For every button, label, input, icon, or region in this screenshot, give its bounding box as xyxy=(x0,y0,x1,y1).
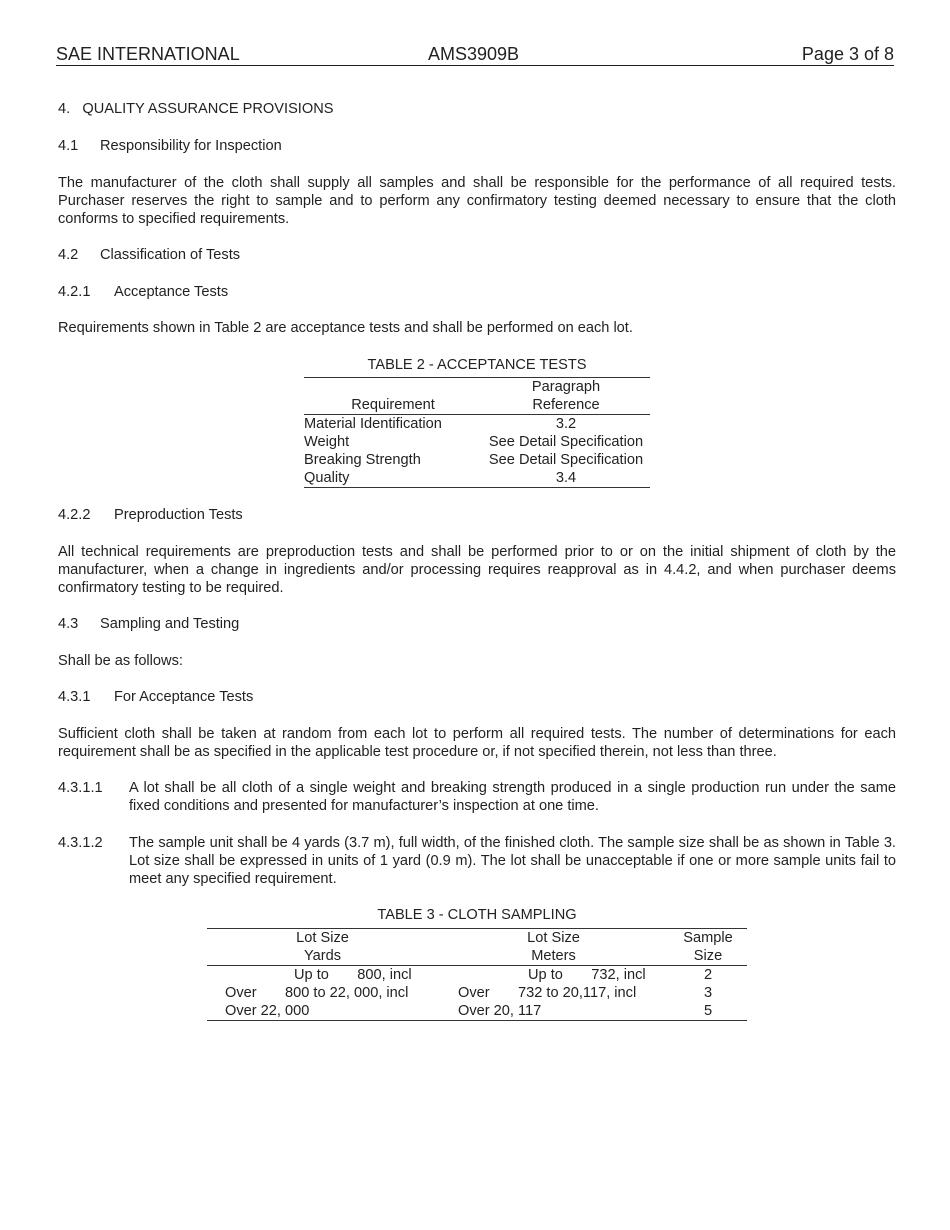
table-header-paragraph: Paragraph xyxy=(531,379,601,395)
section-4-1-heading xyxy=(58,137,896,155)
section-title: Classification of Tests xyxy=(100,247,241,263)
reference-cell: See Detail Specification xyxy=(488,452,644,468)
table-row xyxy=(304,469,650,488)
table-header-lot-size-yards: Lot Size xyxy=(296,930,349,946)
section-4-3-paragraph: Shall be as follows: xyxy=(58,653,183,669)
table-2-title: TABLE 2 - ACCEPTANCE TESTS xyxy=(367,357,587,373)
meters-cell: Over 732 to 20,117, incl xyxy=(458,985,637,1001)
table-header-sample: Sample xyxy=(683,930,733,946)
page-header xyxy=(56,44,894,66)
section-number: 4.3.1.2 xyxy=(58,835,103,851)
section-4-3-1-heading xyxy=(58,688,896,706)
section-number: 4.3 xyxy=(58,616,79,632)
table-row xyxy=(207,984,747,1002)
section-4-2-2-heading xyxy=(58,506,896,524)
section-4-1-paragraph: The manufacturer of the cloth shall supply all samples and shall be responsible for the performance of all required tests. Purchaser reserves the right to sample and to perform any confirmatory testing deemed necessary to ensure that the cloth conforms to specified requirements. xyxy=(58,175,896,227)
table-header-reference: Reference xyxy=(482,396,650,415)
section-number: 4.3.1 xyxy=(58,689,91,705)
requirement-cell: Quality xyxy=(304,470,350,486)
section-title: For Acceptance Tests xyxy=(114,689,254,705)
section-title: Preproduction Tests xyxy=(114,507,243,523)
yards-cell: Over 800 to 22, 000, incl xyxy=(225,985,409,1001)
sample-size-cell: 5 xyxy=(703,1003,713,1019)
table-row xyxy=(304,451,650,469)
requirement-cell: Weight xyxy=(304,434,350,450)
section-title: Acceptance Tests xyxy=(114,284,229,300)
table-row xyxy=(304,415,650,434)
section-title: Sampling and Testing xyxy=(100,616,240,632)
section-number: 4. xyxy=(58,101,71,117)
yards-cell: Over 22, 000 xyxy=(225,1003,310,1019)
section-4-2-1-heading xyxy=(58,283,896,301)
header-doc-id: AMS3909B xyxy=(428,44,520,64)
requirement-cell: Material Identification xyxy=(304,416,442,432)
section-4-2-1-paragraph: Requirements shown in Table 2 are acceptance tests and shall be performed on each lot. xyxy=(58,320,633,336)
section-number: 4.2.1 xyxy=(58,284,91,300)
reference-cell: 3.4 xyxy=(555,470,577,486)
table-row xyxy=(304,433,650,451)
requirement-cell: Breaking Strength xyxy=(304,452,421,468)
table-header-meters: Meters xyxy=(438,947,669,966)
reference-cell: 3.2 xyxy=(555,416,577,432)
table-header-lot-size-meters: Lot Size xyxy=(527,930,580,946)
table-header-size: Size xyxy=(669,947,747,966)
reference-cell: See Detail Specification xyxy=(488,434,644,450)
section-4-2-2-paragraph: All technical requirements are preproduction tests and shall be performed prior to or on the initial shipment of cloth by the manufacturer, when a change in ingredients and/or processing requires reapproval as in 4.4.2, and when purchaser deems confirmatory testing to be required. xyxy=(58,544,896,596)
meters-cell: Over 20, 117 xyxy=(458,1003,542,1019)
yards-cell: Up to 800, incl xyxy=(294,967,412,983)
section-4-3-1-2-paragraph: The sample unit shall be 4 yards (3.7 m), full width, of the finished cloth. The sample size shall be as shown in Table 3. Lot size shall be expressed in units of 1 yard (0.9 m). The lot shall be unacceptable if one or more sample units fail to meet any specified requirement. xyxy=(129,835,896,887)
sample-size-cell: 2 xyxy=(703,967,713,983)
section-4-heading xyxy=(58,100,896,118)
header-page-number: Page 3 of 8 xyxy=(801,44,894,64)
section-number: 4.1 xyxy=(58,138,79,154)
table-row xyxy=(207,966,747,985)
cloth-sampling-table xyxy=(207,928,747,1021)
header-org: SAE INTERNATIONAL xyxy=(56,44,240,64)
table-row xyxy=(207,1002,747,1021)
section-4-3-1-1-paragraph: A lot shall be all cloth of a single weight and breaking strength produced in a single production run under the same fixed conditions and presented for manufacturer’s inspection at one time. xyxy=(129,780,896,814)
table-3-title: TABLE 3 - CLOTH SAMPLING xyxy=(377,907,577,923)
meters-cell: Up to 732, incl xyxy=(528,967,646,983)
section-4-3-heading xyxy=(58,615,896,633)
sample-size-cell: 3 xyxy=(703,985,713,1001)
acceptance-tests-table xyxy=(304,377,650,488)
section-number: 4.2.2 xyxy=(58,507,91,523)
section-4-2-heading xyxy=(58,246,896,264)
section-4-3-1-1 xyxy=(58,779,896,819)
section-number: 4.3.1.1 xyxy=(58,780,103,796)
section-title: QUALITY ASSURANCE PROVISIONS xyxy=(82,101,334,117)
table-header-yards: Yards xyxy=(207,947,438,966)
table-header-requirement: Requirement xyxy=(304,396,482,415)
section-number: 4.2 xyxy=(58,247,79,263)
section-title: Responsibility for Inspection xyxy=(100,138,282,154)
section-4-3-1-2 xyxy=(58,834,896,892)
section-4-3-1-paragraph: Sufficient cloth shall be taken at random from each lot to perform all required tests. The number of determinations for each requirement shall be as specified in the applicable test procedure or, if not specified therein, not less than three. xyxy=(58,726,896,760)
